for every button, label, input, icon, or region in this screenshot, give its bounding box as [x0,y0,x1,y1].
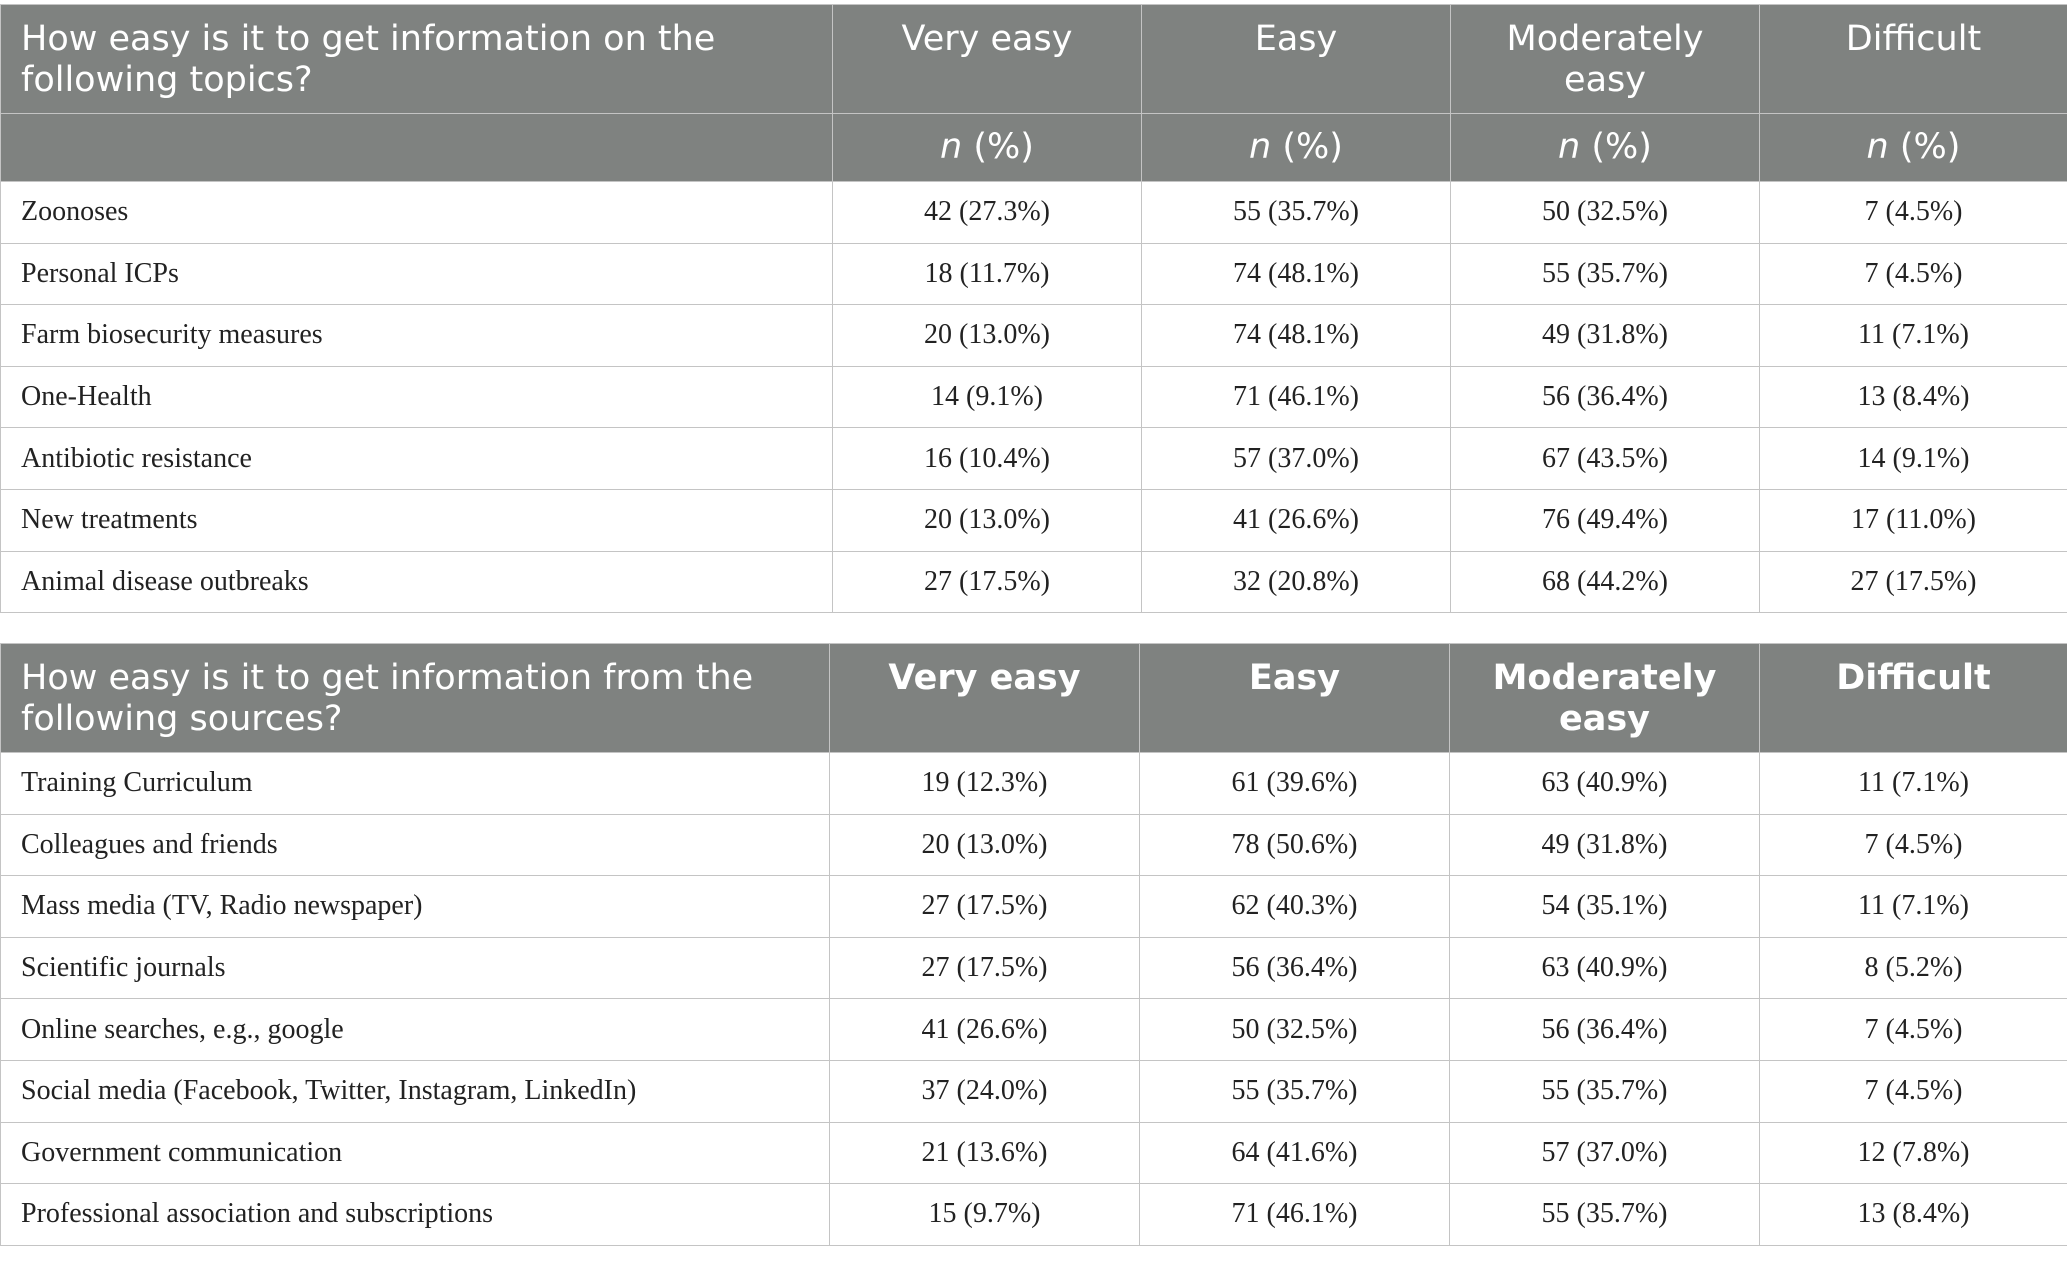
table-cell: 76 (49.4%) [1451,489,1760,551]
table-cell: 41 (26.6%) [1142,489,1451,551]
table-cell: 20 (13.0%) [830,814,1140,876]
table-row [1,999,2067,1061]
table-cell: 55 (35.7%) [1140,1060,1450,1122]
col-header-easy: Easy [1140,644,1450,753]
table-row [1,814,2067,876]
n-symbol: n [1249,127,1272,167]
subheader-n-pct [833,114,1142,182]
row-label: Government communication [1,1122,830,1184]
table-cell: 11 (7.1%) [1760,305,2067,367]
topics-question-header: How easy is it to get information on the following topics? [1,5,833,114]
table-cell: 21 (13.6%) [830,1122,1140,1184]
sources-table [0,643,2067,1246]
subheader-n-pct [1451,114,1760,182]
col-header-difficult: Difficult [1760,644,2067,753]
table-cell: 50 (32.5%) [1140,999,1450,1061]
table-cell: 49 (31.8%) [1450,814,1760,876]
table-cell: 41 (26.6%) [830,999,1140,1061]
col-header-difficult: Difficult [1760,5,2067,114]
row-label: Farm biosecurity measures [1,305,833,367]
table-cell: 74 (48.1%) [1142,305,1451,367]
table-row [1,1060,2067,1122]
row-label: Training Curriculum [1,753,830,815]
pct-symbol: (%) [1899,127,1961,167]
col-header-moderately-easy: Moderately easy [1451,5,1760,114]
table-cell: 13 (8.4%) [1760,1184,2067,1246]
table-cell: 7 (4.5%) [1760,1060,2067,1122]
table-cell: 27 (17.5%) [830,876,1140,938]
subheader-n-pct [1142,114,1451,182]
table-cell: 16 (10.4%) [833,428,1142,490]
col-header-very-easy: Very easy [830,644,1140,753]
table-row [1,551,2067,613]
table-cell: 14 (9.1%) [1760,428,2067,490]
row-label: Social media (Facebook, Twitter, Instagram, LinkedIn) [1,1060,830,1122]
table-cell: 7 (4.5%) [1760,999,2067,1061]
n-symbol: n [1866,127,1889,167]
table-cell: 27 (17.5%) [830,937,1140,999]
table-cell: 27 (17.5%) [1760,551,2067,613]
row-label: Professional association and subscriptions [1,1184,830,1246]
table-cell: 57 (37.0%) [1450,1122,1760,1184]
table-cell: 54 (35.1%) [1450,876,1760,938]
table-cell: 20 (13.0%) [833,305,1142,367]
row-label: One-Health [1,366,833,428]
row-label: Zoonoses [1,182,833,244]
table-cell: 68 (44.2%) [1451,551,1760,613]
table-cell: 7 (4.5%) [1760,182,2067,244]
pct-symbol: (%) [1591,127,1652,167]
table-cell: 17 (11.0%) [1760,489,2067,551]
topics-table [0,4,2067,613]
table-cell: 78 (50.6%) [1140,814,1450,876]
table-cell: 50 (32.5%) [1451,182,1760,244]
table-cell: 49 (31.8%) [1451,305,1760,367]
table-cell: 19 (12.3%) [830,753,1140,815]
col-header-easy: Easy [1142,5,1451,114]
table-cell: 7 (4.5%) [1760,814,2067,876]
pct-symbol: (%) [973,127,1034,167]
table-cell: 14 (9.1%) [833,366,1142,428]
table-cell: 63 (40.9%) [1450,937,1760,999]
table-cell: 55 (35.7%) [1451,243,1760,305]
row-label: New treatments [1,489,833,551]
table-cell: 55 (35.7%) [1450,1060,1760,1122]
table-cell: 71 (46.1%) [1142,366,1451,428]
n-symbol: n [940,127,963,167]
table-row [1,305,2067,367]
table-cell: 55 (35.7%) [1450,1184,1760,1246]
table-cell: 56 (36.4%) [1451,366,1760,428]
table-cell: 67 (43.5%) [1451,428,1760,490]
table-cell: 57 (37.0%) [1142,428,1451,490]
row-label: Animal disease outbreaks [1,551,833,613]
col-header-moderately-easy: Moderately easy [1450,644,1760,753]
pct-symbol: (%) [1282,127,1343,167]
sources-question-header: How easy is it to get information from the following sources? [1,644,830,753]
table-row [1,1184,2067,1246]
row-label: Mass media (TV, Radio newspaper) [1,876,830,938]
table-cell: 61 (39.6%) [1140,753,1450,815]
table-cell: 12 (7.8%) [1760,1122,2067,1184]
table-cell: 7 (4.5%) [1760,243,2067,305]
table-row [1,937,2067,999]
row-label: Online searches, e.g., google [1,999,830,1061]
row-label: Scientific journals [1,937,830,999]
table-cell: 71 (46.1%) [1140,1184,1450,1246]
table-cell: 37 (24.0%) [830,1060,1140,1122]
subheader-n-pct [1760,114,2067,182]
table-row [1,489,2067,551]
table-row [1,1122,2067,1184]
table-cell: 63 (40.9%) [1450,753,1760,815]
row-label: Colleagues and friends [1,814,830,876]
table-cell: 11 (7.1%) [1760,876,2067,938]
table-row [1,876,2067,938]
table-cell: 64 (41.6%) [1140,1122,1450,1184]
table-cell: 42 (27.3%) [833,182,1142,244]
row-label: Antibiotic resistance [1,428,833,490]
row-label: Personal ICPs [1,243,833,305]
table-cell: 62 (40.3%) [1140,876,1450,938]
table-row [1,366,2067,428]
table-cell: 11 (7.1%) [1760,753,2067,815]
table-cell: 15 (9.7%) [830,1184,1140,1246]
table-cell: 56 (36.4%) [1140,937,1450,999]
table-cell: 18 (11.7%) [833,243,1142,305]
sources-table-body [1,753,2067,1246]
table-cell: 74 (48.1%) [1142,243,1451,305]
table-row [1,428,2067,490]
table-row [1,753,2067,815]
table-cell: 56 (36.4%) [1450,999,1760,1061]
table-cell: 55 (35.7%) [1142,182,1451,244]
table-row [1,243,2067,305]
table-cell: 13 (8.4%) [1760,366,2067,428]
table-cell: 20 (13.0%) [833,489,1142,551]
subheader-empty [1,114,833,182]
table-row [1,182,2067,244]
topics-table-body [1,182,2067,613]
n-symbol: n [1558,127,1581,167]
table-cell: 27 (17.5%) [833,551,1142,613]
col-header-very-easy: Very easy [833,5,1142,114]
table-cell: 8 (5.2%) [1760,937,2067,999]
table-cell: 32 (20.8%) [1142,551,1451,613]
